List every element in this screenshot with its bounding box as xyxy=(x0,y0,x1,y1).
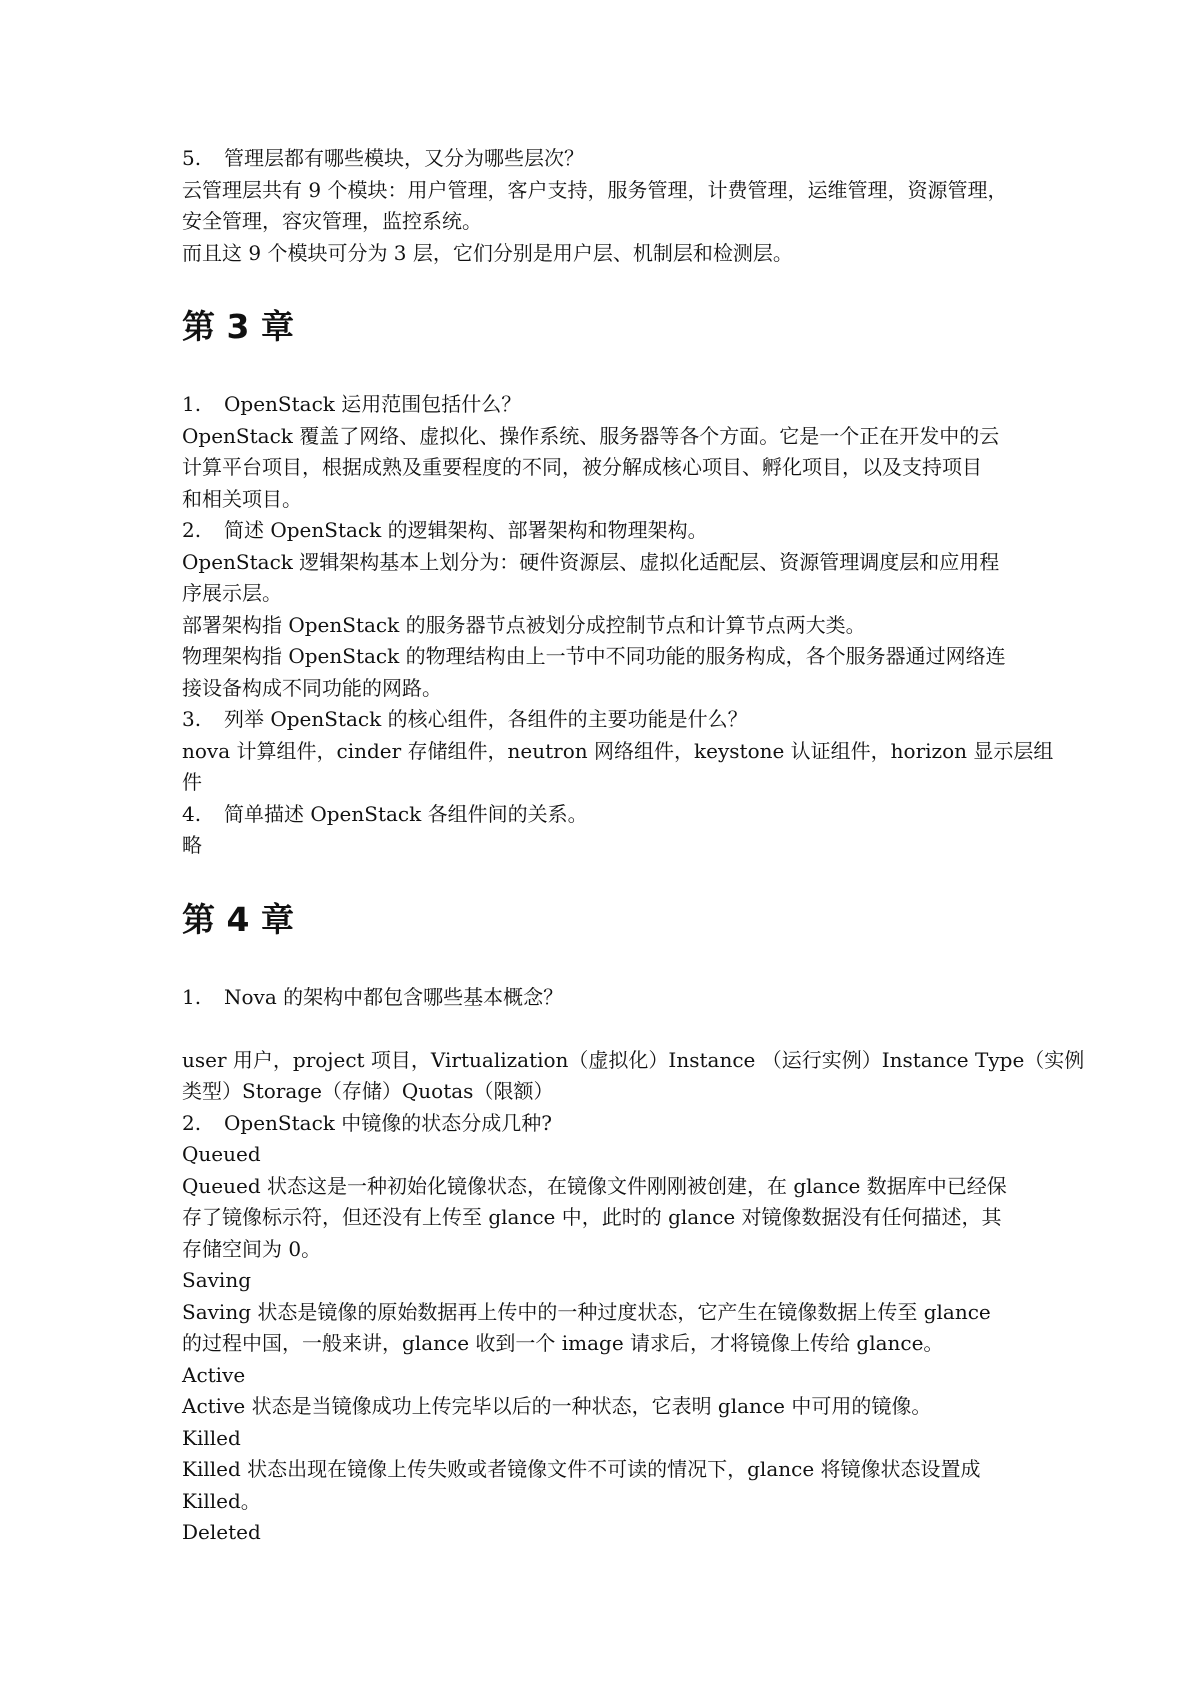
question-number: 2. xyxy=(182,1110,202,1135)
state-label: Saving xyxy=(182,1268,252,1292)
question-number: 1. xyxy=(182,984,202,1009)
question-item xyxy=(182,1108,1022,1140)
answer-line: 序展示层。 xyxy=(182,581,282,605)
answer-line: Saving 状态是镜像的原始数据再上传中的一种过度状态，它产生在镜像数据上传至 glance xyxy=(182,1299,991,1324)
blank-line xyxy=(182,1013,1022,1045)
state-label: Active xyxy=(182,1362,246,1387)
question-number: 3. xyxy=(182,707,202,731)
answer-line: OpenStack 覆盖了网络、虚拟化、操作系统、服务器等各个方面。它是一个正在开发中的云 xyxy=(182,423,1000,448)
question-number: 4. xyxy=(182,801,202,826)
question-number: 1. xyxy=(182,392,202,416)
answer-line: Active 状态是当镜像成功上传完毕以后的一种状态，它表明 glance 中可用的镜像。 xyxy=(182,1394,932,1418)
answer-line: 安全管理，容灾管理，监控系统。 xyxy=(182,209,482,233)
answer-line: 接设备构成不同功能的网路。 xyxy=(182,675,442,700)
answer-line: 和相关项目。 xyxy=(182,486,302,511)
page-content xyxy=(182,143,1085,1549)
question-number: 5. xyxy=(182,146,202,170)
answer-line: 的过程中国，一般来讲，glance 收到一个 image 请求后，才将镜像上传给 glance。 xyxy=(182,1331,944,1355)
question-text: 管理层都有哪些模块，又分为哪些层次？ xyxy=(224,146,584,170)
chapter-heading: 第 3 章 xyxy=(182,307,294,346)
state-label: Deleted xyxy=(182,1520,261,1544)
answer-line: 云管理层共有 9 个模块：用户管理，客户支持，服务管理，计费管理，运维管理，资源管理， xyxy=(182,177,1008,202)
question-text: 简单描述 OpenStack 各组件间的关系。 xyxy=(224,801,588,826)
question-text: 简述 OpenStack 的逻辑架构、部署架构和物理架构。 xyxy=(224,518,708,542)
answer-line: 略 xyxy=(182,833,202,857)
answer-line: Queued 状态这是一种初始化镜像状态，在镜像文件刚刚被创建，在 glance 数据库中已经保 xyxy=(182,1173,1007,1198)
answer-line: 物理架构指 OpenStack 的物理结构由上一节中不同功能的服务构成，各个服务器通过网络连 xyxy=(182,644,1006,668)
answer-line: 类型）Storage（存储）Quotas（限额） xyxy=(182,1079,554,1103)
answer-line: OpenStack 逻辑架构基本上划分为：硬件资源层、虚拟化适配层、资源管理调度层和应用程 xyxy=(182,549,1000,574)
question-item xyxy=(182,515,1022,547)
question-text: OpenStack 中镜像的状态分成几种? xyxy=(224,1110,552,1135)
answer-line: 计算平台项目，根据成熟及重要程度的不同，被分解成核心项目、孵化项目，以及支持项目 xyxy=(182,455,982,479)
question-item xyxy=(182,982,1022,1014)
answer-line: 件 xyxy=(182,770,202,794)
state-label: Killed xyxy=(182,1425,241,1450)
question-text: Nova 的架构中都包含哪些基本概念？ xyxy=(224,984,564,1009)
answer-line: Killed 状态出现在镜像上传失败或者镜像文件不可读的情况下，glance 将镜像状态设置成 xyxy=(182,1457,981,1481)
question-item xyxy=(182,389,1022,421)
question-text: 列举 OpenStack 的核心组件，各组件的主要功能是什么？ xyxy=(224,707,748,731)
answer-line: 部署架构指 OpenStack 的服务器节点被划分成控制节点和计算节点两大类。 xyxy=(182,612,866,637)
answer-line: 存储空间为 0。 xyxy=(182,1236,322,1261)
answer-line: user 用户，project 项目，Virtualization（虚拟化）Instance （运行实例）Instance Type（实例 xyxy=(182,1047,1085,1072)
question-text: OpenStack 运用范围包括什么？ xyxy=(224,392,522,416)
question-item xyxy=(182,143,1022,175)
chapter-heading: 第 4 章 xyxy=(182,899,294,939)
answer-line: Killed。 xyxy=(182,1488,261,1513)
state-label: Queued xyxy=(182,1142,261,1166)
answer-line: 存了镜像标示符，但还没有上传至 glance 中，此时的 glance 对镜像数据没有任何描述，其 xyxy=(182,1205,1002,1229)
answer-line: nova 计算组件，cinder 存储组件，neutron 网络组件，keystone 认证组件，horizon 显示层组 xyxy=(182,738,1054,763)
question-item xyxy=(182,704,1022,736)
question-item xyxy=(182,799,1022,831)
answer-line: 而且这 9 个模块可分为 3 层，它们分别是用户层、机制层和检测层。 xyxy=(182,240,793,265)
question-number: 2. xyxy=(182,518,202,542)
